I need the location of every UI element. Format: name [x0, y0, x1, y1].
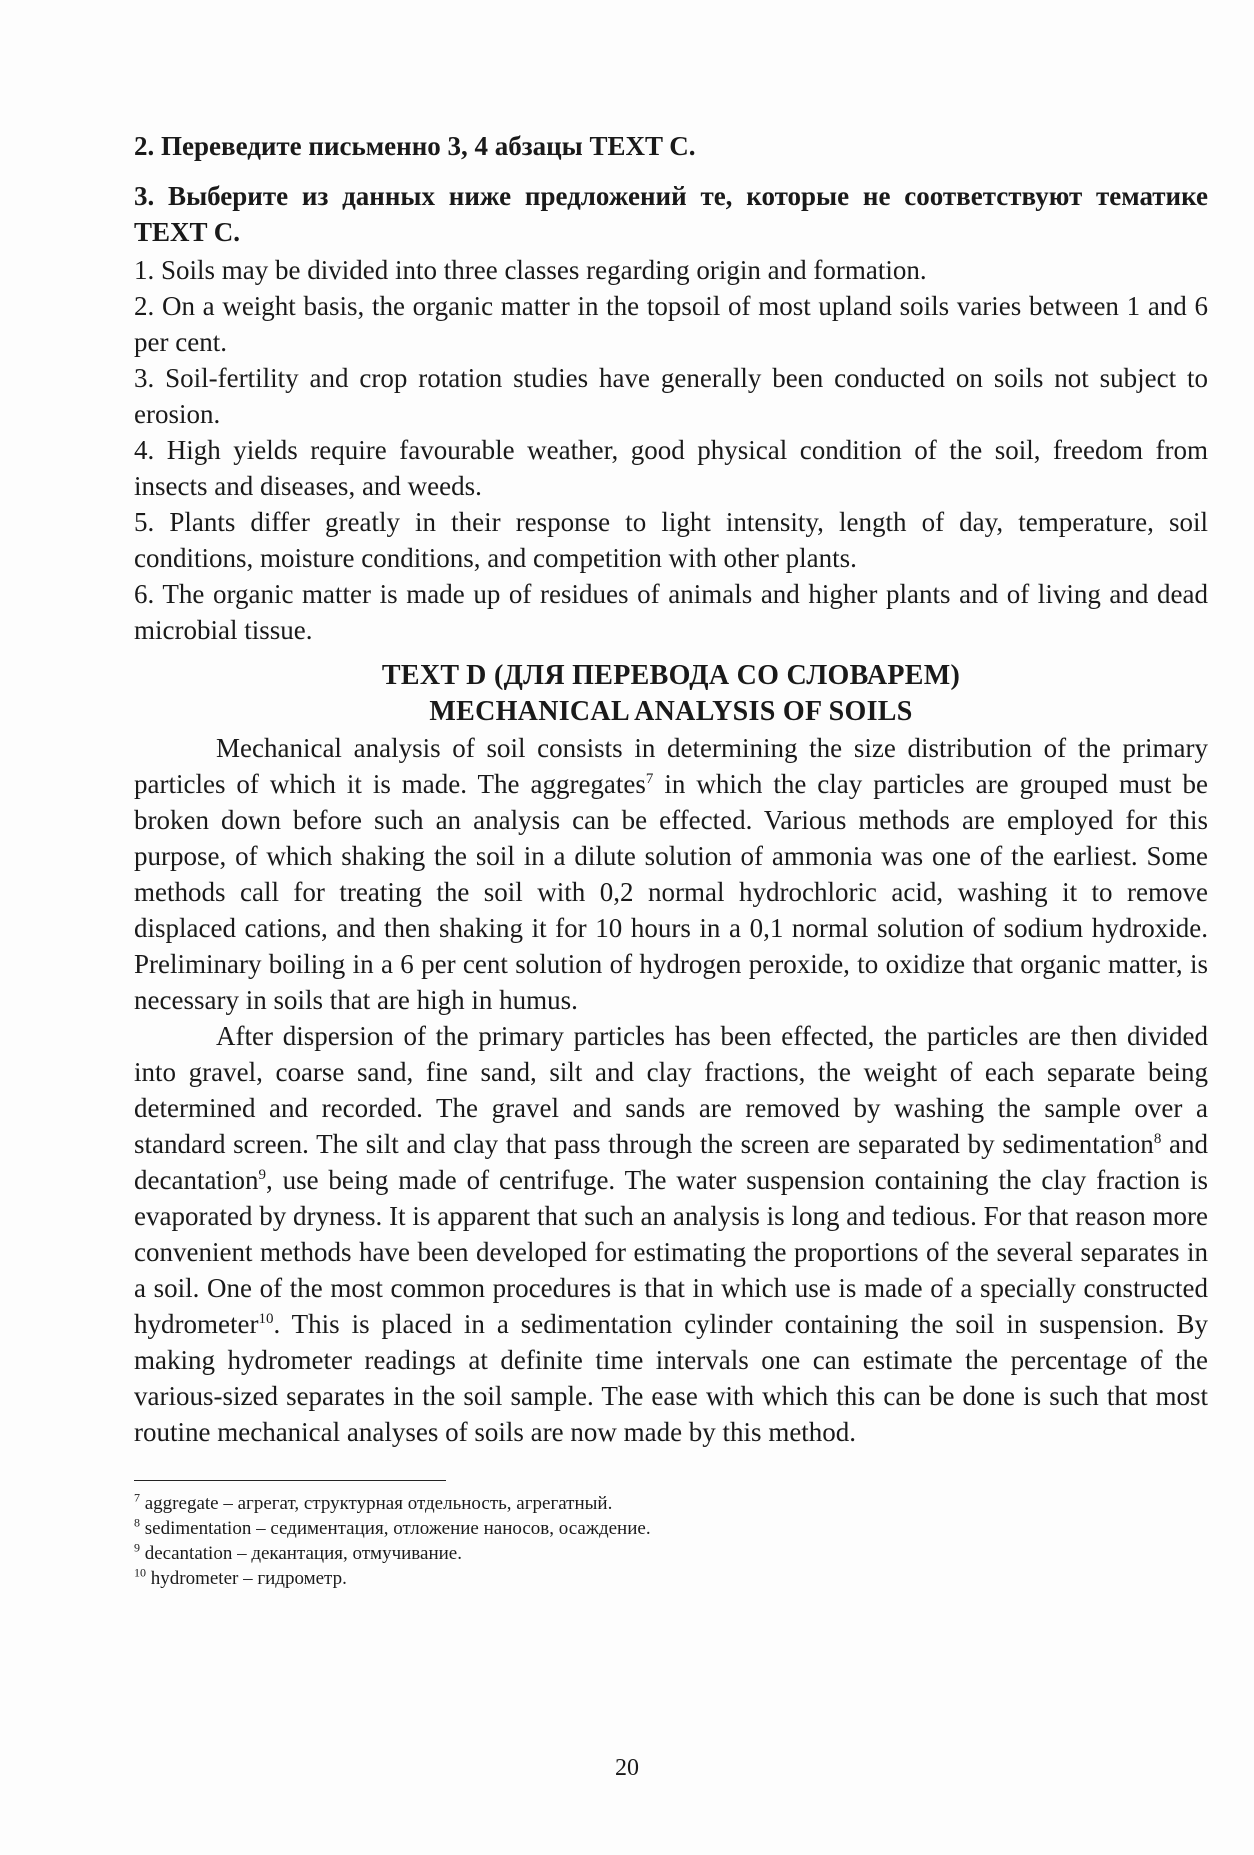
list-item: 3. Soil-fertility and crop rotation studies have generally been conducted on soils not subject to erosion.	[134, 363, 1208, 429]
list-item: 4. High yields require favourable weather, good physical condition of the soil, freedom from insects and diseases, and weeds.	[134, 435, 1208, 501]
footnote-text: hydrometer – гидрометр.	[146, 1568, 347, 1589]
footnote-divider	[134, 1480, 446, 1481]
footnote	[134, 1566, 1208, 1591]
footnote-ref-10[interactable]: 10	[258, 1311, 274, 1327]
task-2: 2. Переведите письменно 3, 4 абзацы TEXT C.	[134, 131, 696, 161]
page-content	[134, 128, 1208, 1591]
footnote-text: sedimentation – седиментация, отложение наносов, осаждение.	[140, 1518, 651, 1539]
list-item: 6. The organic matter is made up of residues of animals and higher plants and of living and dead microbial tissue.	[134, 579, 1208, 645]
footnote	[134, 1491, 1208, 1516]
text-d-heading: TEXT D (ДЛЯ ПЕРЕВОДА СО СЛОВАРЕМ)	[381, 660, 961, 691]
footnote-number: 7	[134, 1490, 140, 1505]
paragraph-1	[134, 730, 1208, 1018]
paragraph-2-part-c: , use being made of centrifuge. The water suspension containing the clay fraction is evaporated by dryness. It is apparent that such an analysis is long and tedious. For that reason more convenient methods have been developed for estimating the proportions of the several separates in a soil. One of the most common procedures is that in which use is made of a specially constructed hydrometer	[134, 1165, 1208, 1339]
footnote-text: aggregate – агрегат, структурная отдельность, агрегатный.	[140, 1493, 613, 1514]
page-number: 20	[615, 1755, 639, 1781]
paragraph-1-part-b: in which the clay particles are grouped must be broken down before such an analysis can be effected. Various methods are employed for this purpose, of which shaking the soil in a dilute solution of ammonia was one of the earliest. Some methods call for treating the soil with 0,2 normal hydrochloric acid, washing it to remove displaced cations, and then shaking it for 10 hours in a 0,1 normal solution of sodium hydroxide. Preliminary boiling in a 6 per cent solution of hydrogen peroxide, to oxidize that organic matter, is necessary in soils that are high in humus.	[134, 769, 1208, 1015]
footnote-ref-7[interactable]: 7	[645, 771, 654, 787]
footnote	[134, 1516, 1208, 1541]
footnote-number: 10	[134, 1565, 146, 1580]
text-d-title: MECHANICAL ANALYSIS OF SOILS	[429, 696, 913, 727]
sentence-list	[134, 252, 1208, 648]
footnote	[134, 1541, 1208, 1566]
paragraph-1-part-a: Mechanical analysis of soil consists in determining the size distribution of the primary particles of which it is made. The aggregates	[134, 733, 1208, 799]
task-3: 3. Выберите из данных ниже предложений те, которые не соответствуют тематике TEXT C.	[134, 181, 1208, 247]
list-item: 5. Plants differ greatly in their response to light intensity, length of day, temperature, soil conditions, moisture conditions, and competition with other plants.	[134, 507, 1208, 573]
paragraph-2-part-a: After dispersion of the primary particles has been effected, the particles are then divided into gravel, coarse sand, fine sand, silt and clay fractions, the weight of each separate being determined and recorded. The gravel and sands are removed by washing the sample over a standard screen. The silt and clay that pass through the screen are separated by sedimentation	[134, 1021, 1208, 1159]
list-item: 1. Soils may be divided into three classes regarding origin and formation.	[134, 255, 927, 285]
footnote-ref-8[interactable]: 8	[1153, 1131, 1162, 1147]
footnotes	[134, 1491, 1208, 1591]
paragraph-2	[134, 1018, 1208, 1450]
list-item: 2. On a weight basis, the organic matter in the topsoil of most upland soils varies between 1 and 6 per cent.	[134, 291, 1208, 357]
paragraph-2-part-d: . This is placed in a sedimentation cylinder containing the soil in suspension. By making hydrometer readings at definite time intervals one can estimate the percentage of the various-sized separates in the soil sample. The ease with which this can be done is such that most routine mechanical analyses of soils are now made by this method.	[134, 1309, 1208, 1447]
paragraph-2-part-b: and decantation	[134, 1129, 1209, 1195]
footnote-ref-9[interactable]: 9	[258, 1167, 266, 1183]
footnote-text: decantation – декантация, отмучивание.	[140, 1543, 462, 1564]
footnote-number: 9	[134, 1540, 140, 1555]
footnote-number: 8	[134, 1515, 140, 1530]
